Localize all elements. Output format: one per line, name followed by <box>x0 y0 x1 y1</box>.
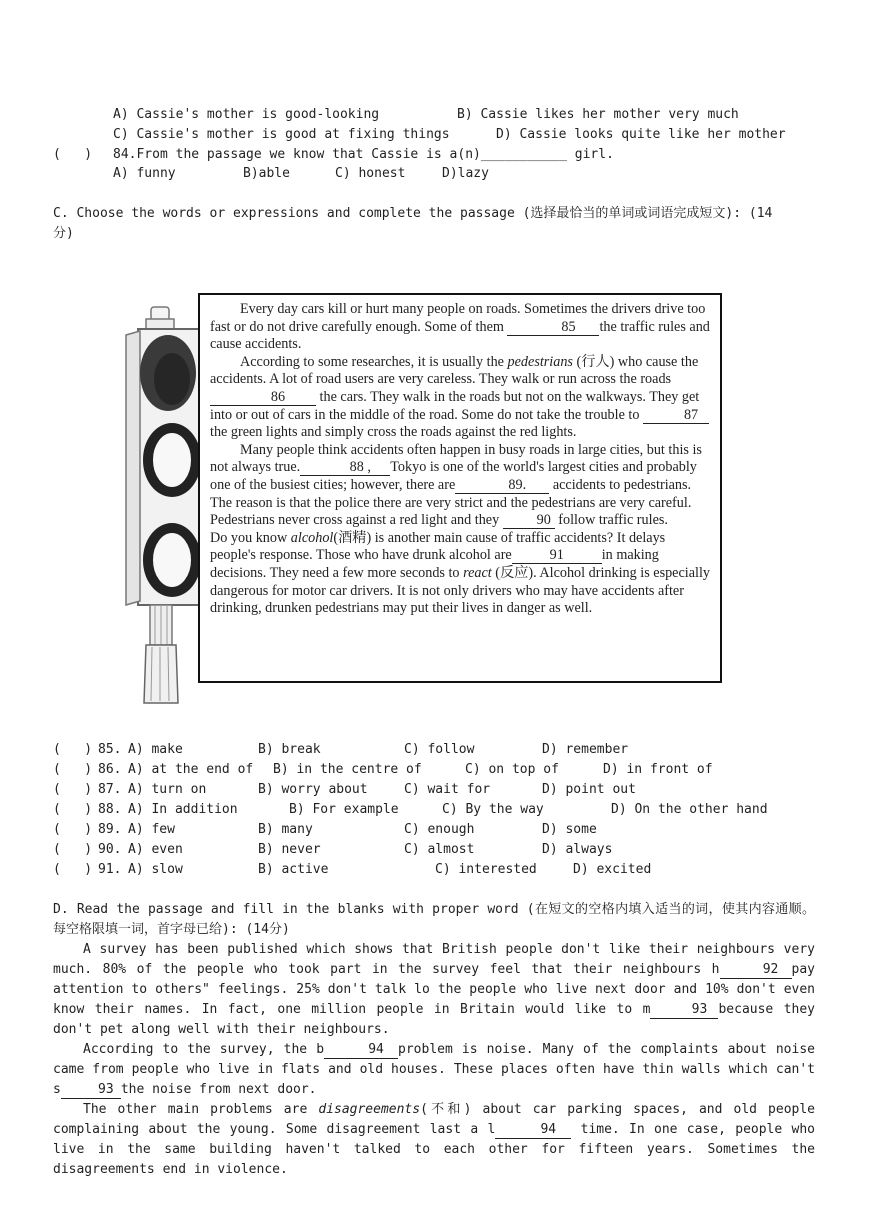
option-d: D) excited <box>573 862 652 877</box>
option-a: A) turn on <box>128 782 207 797</box>
passage-text: the traffic rules and cause accidents. <box>210 318 710 353</box>
blank-93-second[interactable]: 93 <box>61 1082 121 1099</box>
option-c: C) almost <box>404 842 475 857</box>
passage-italic-word: pedestrians <box>507 353 573 370</box>
passage-text: (酒精) is another main cause of traffic accidents? It delays people's response. Those who have drunk alcohol are <box>210 529 666 564</box>
option-b: B) worry about <box>258 782 368 797</box>
section-c-heading: C. Choose the words or expressions and complete the passage (选择最恰当的单词或词语完成短文): (14 <box>53 206 773 221</box>
passage-text: A survey has been published which shows that British people don't like their neighbours very much. 80% of the people who took part in the survey feel that their neighbours h <box>53 942 815 977</box>
blank-92[interactable]: 92 <box>720 962 792 979</box>
passage-text: According to some researches, it is usually the <box>240 353 508 370</box>
passage-italic-word: alcohol <box>290 529 334 546</box>
passage-text: (行人) who cause the accidents. A lot of road users are very careless. They walk or run across the roads <box>210 353 699 388</box>
blank-87[interactable]: 87 <box>643 407 709 424</box>
option-c: C) follow <box>404 742 475 757</box>
q83-option-b: B) Cassie likes her mother very much <box>457 107 739 122</box>
passage-text: the cars. They walk in the roads but not on the walkways. They get into or out of cars in the middle of the road. Some do not take the trouble to <box>210 388 700 423</box>
section-d-paragraph-1 <box>53 940 815 1040</box>
passage-italic-word: react <box>463 564 492 581</box>
passage-text: because they don't pet along well with their neighbours. <box>53 1002 815 1037</box>
passage-text: time. In one case, people who live in the same building haven't talked to each other for fifteen years. Sometimes the disagreements end in violence. <box>53 1122 815 1177</box>
passage-text: problem is noise. Many of the complaints about noise came from people who live in flats and old houses. These places often have thin walls which can't s <box>53 1042 815 1097</box>
option-c: C) interested <box>435 862 537 877</box>
passage-text: Tokyo is one of the world's largest cities and probably one of the busiest cities; however, there are <box>210 459 697 493</box>
option-a: A) make <box>128 742 183 757</box>
option-a: A) slow <box>128 862 183 877</box>
passage-text: (不和) about car parking spaces, and old people complaining about the young. Some disagreement last a l <box>53 1102 816 1137</box>
answer-paren[interactable]: ( ) <box>53 782 93 797</box>
section-d-heading: D. Read the passage and fill in the blanks with proper word (在短文的空格内填入适当的词，使其内容通顺。每空格限填一词，首字母已给): (14分) <box>53 902 815 937</box>
question-number: 88. <box>98 802 122 817</box>
blank-90[interactable]: 90 <box>503 512 555 529</box>
answer-paren[interactable]: ( ) <box>53 802 93 817</box>
option-a: A) few <box>128 822 175 837</box>
passage-text: Every day cars kill or hurt many people on roads. Sometimes the drivers drive too fast or do not drive carefully enough. Some of them <box>210 301 706 335</box>
blank-89[interactable]: 89. <box>455 477 549 494</box>
question-number: 87. <box>98 782 122 797</box>
passage-text: Do you know <box>210 529 291 546</box>
passage-text: in making decisions. They need a few more seconds to <box>210 547 659 581</box>
option-d: D) remember <box>542 742 629 757</box>
option-d: D) On the other hand <box>611 802 768 817</box>
question-number: 89. <box>98 822 122 837</box>
passage-text: According to the survey, the b <box>83 1042 325 1057</box>
q84-option-b: B)able <box>243 166 290 181</box>
passage-c-paragraph-2 <box>210 354 710 442</box>
option-b: B) in the centre of <box>273 762 422 777</box>
q84-answer-paren[interactable]: ( ) <box>53 147 93 162</box>
answer-paren[interactable]: ( ) <box>53 862 93 877</box>
option-a: A) even <box>128 842 183 857</box>
option-c: C) wait for <box>404 782 491 797</box>
option-d: D) some <box>542 822 597 837</box>
q84-option-d: D)lazy <box>442 166 489 181</box>
blank-94[interactable]: 94 <box>324 1042 398 1059</box>
option-b: B) many <box>258 822 313 837</box>
option-a: A) at the end of <box>128 762 254 777</box>
answer-paren[interactable]: ( ) <box>53 822 93 837</box>
q84-option-a: A) funny <box>113 166 176 181</box>
option-c: C) By the way <box>442 802 544 817</box>
passage-text: pay attention to others" feelings. 25% don't talk lo the people who live next door and 10% don't even know their names. In fact, one million people in Britain would like to m <box>53 962 815 1017</box>
q83-option-d: D) Cassie looks quite like her mother <box>496 127 786 142</box>
section-d-paragraph-2 <box>53 1040 815 1100</box>
q84-option-c: C) honest <box>335 166 406 181</box>
passage-c-box <box>198 293 722 683</box>
section-d-paragraph-3 <box>53 1100 815 1180</box>
option-d: D) point out <box>542 782 636 797</box>
q83-option-a: A) Cassie's mother is good-looking <box>113 107 380 122</box>
traffic-light-image <box>118 305 202 705</box>
option-b: B) never <box>258 842 321 857</box>
blank-86[interactable]: 86 <box>210 389 316 406</box>
blank-85[interactable]: 85 <box>507 319 599 336</box>
passage-text: the green lights and simply cross the roads against the red lights. <box>210 424 577 441</box>
passage-text: The other main problems are <box>83 1102 319 1117</box>
option-b: B) break <box>258 742 321 757</box>
option-b: B) active <box>258 862 329 877</box>
passage-text: Many people think accidents often happen in busy roads in large cities, but this is not always true. <box>210 441 702 476</box>
passage-italic-word: disagreements <box>318 1102 421 1117</box>
answer-paren[interactable]: ( ) <box>53 742 93 757</box>
answer-paren[interactable]: ( ) <box>53 762 93 777</box>
passage-text: the noise from next door. <box>120 1082 317 1097</box>
option-c: C) on top of <box>465 762 559 777</box>
q83-option-c: C) Cassie's mother is good at fixing things <box>113 127 450 142</box>
blank-93[interactable]: 93 <box>650 1002 718 1019</box>
passage-c-paragraph-4 <box>210 530 710 618</box>
passage-text: accidents to pedestrians. The reason is that the police there are very strict and the pedestrians are very careful. Pedestrians never cross against a red light and they <box>210 476 692 529</box>
option-a: A) In addition <box>128 802 238 817</box>
q84-stem: 84.From the passage we know that Cassie is a(n)___________ girl. <box>113 147 614 162</box>
blank-91[interactable]: 91 <box>512 547 602 564</box>
option-c: C) enough <box>404 822 475 837</box>
question-number: 90. <box>98 842 122 857</box>
question-number: 86. <box>98 762 122 777</box>
passage-text: follow traffic rules. <box>554 512 668 529</box>
question-number: 85. <box>98 742 122 757</box>
answer-paren[interactable]: ( ) <box>53 842 93 857</box>
blank-94-second[interactable]: 94 <box>495 1122 571 1139</box>
option-b: B) For example <box>289 802 399 817</box>
section-c-heading-cont: 分) <box>53 226 74 241</box>
blank-88[interactable]: 88 , <box>300 459 390 476</box>
section-d <box>53 900 815 1180</box>
option-d: D) always <box>542 842 613 857</box>
passage-c-paragraph-3 <box>210 442 710 530</box>
passage-c-paragraph-1 <box>210 301 710 354</box>
question-number: 91. <box>98 862 122 877</box>
option-d: D) in front of <box>603 762 713 777</box>
passage-text: (反应). Alcohol drinking is especially dangerous for motor car drivers. It is not only drivers who may have accidents after drinking, drunken pedestrians may put their lives in danger as well. <box>210 564 710 617</box>
